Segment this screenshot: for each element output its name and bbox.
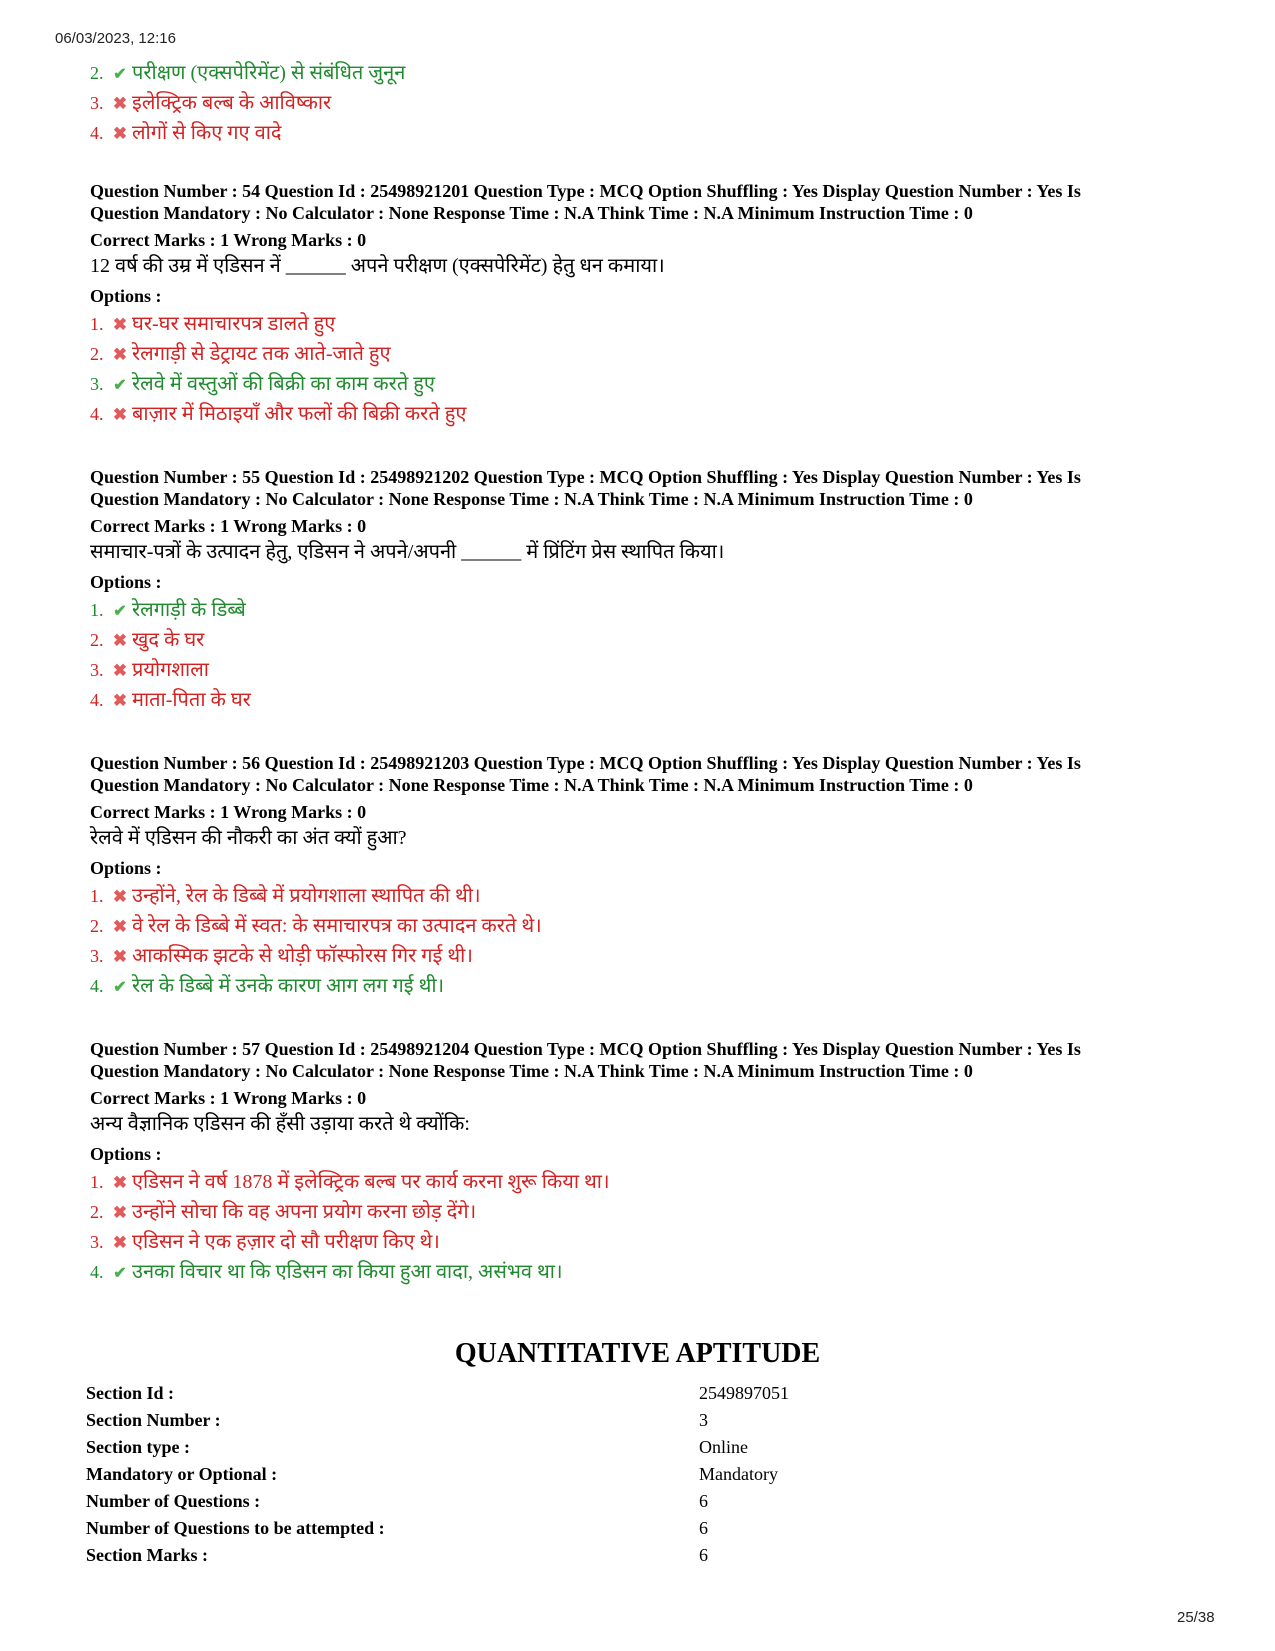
option-text: रेल के डिब्बे में उनके कारण आग लग गई थी। <box>132 975 445 997</box>
check-icon: ✔ <box>113 66 127 83</box>
cross-icon: ✖ <box>112 124 128 143</box>
option-text: एडिसन ने वर्ष 1878 में इलेक्ट्रिक बल्ब पर कार्य करना शुरू किया था। <box>132 1171 610 1193</box>
cross-icon: ✖ <box>112 1233 128 1252</box>
option-number: 3. <box>90 946 104 966</box>
question-text: अन्य वैज्ञानिक एडिसन की हँसी उड़ाया करते थे क्योंकि: <box>90 1113 470 1135</box>
question-meta <box>90 1038 1200 1082</box>
cross-icon: ✖ <box>112 315 128 334</box>
question-text: समाचार-पत्रों के उत्पादन हेतु, एडिसन ने अपने/अपनी ______ में प्रिंटिंग प्रेस स्थापित किया। <box>90 541 725 563</box>
question-meta-line: Question Number : 56 Question Id : 25498921203 Question Type : MCQ Option Shuffling : Yes Display Question Number : Yes Is <box>90 753 1081 773</box>
section-value: 3 <box>699 1410 708 1430</box>
question-meta-line: Question Mandatory : No Calculator : None Response Time : N.A Think Time : N.A Minimum Instruction Time : 0 <box>90 489 973 509</box>
option-item <box>90 401 466 428</box>
cross-icon: ✖ <box>112 405 128 424</box>
section-title: QUANTITATIVE APTITUDE <box>454 1338 821 1369</box>
option-number: 4. <box>90 976 104 996</box>
section-value: Online <box>699 1437 748 1457</box>
option-text: इलेक्ट्रिक बल्ब के आविष्कार <box>132 92 332 114</box>
section-label: Section type : <box>86 1437 190 1457</box>
option-number: 3. <box>90 660 104 680</box>
options-label: Options : <box>90 1144 162 1164</box>
question-text: रेलवे में एडिसन की नौकरी का अंत क्यों हुआ? <box>90 827 407 849</box>
option-number: 4. <box>90 404 104 424</box>
question-marks: Correct Marks : 1 Wrong Marks : 0 <box>90 230 367 250</box>
option-number: 4. <box>90 690 104 710</box>
check-icon: ✔ <box>113 377 127 394</box>
check-icon: ✔ <box>113 979 127 996</box>
options-label: Options : <box>90 858 162 878</box>
option-text: एडिसन ने एक हज़ार दो सौ परीक्षण किए थे। <box>132 1231 440 1253</box>
option-item <box>90 1169 610 1196</box>
section-value: Mandatory <box>699 1464 778 1484</box>
cross-icon: ✖ <box>112 94 128 113</box>
option-text: लोगों से किए गए वादे <box>132 122 282 144</box>
question-text: 12 वर्ष की उम्र में एडिसन नें ______ अपने परीक्षण (एक्सपेरिमेंट) हेतु धन कमाया। <box>90 255 665 277</box>
section-value: 6 <box>699 1518 708 1538</box>
option-number: 2. <box>90 344 104 364</box>
question-meta-line: Question Mandatory : No Calculator : None Response Time : N.A Think Time : N.A Minimum Instruction Time : 0 <box>90 775 973 795</box>
option-number: 4. <box>90 123 104 143</box>
option-text: उनका विचार था कि एडिसन का किया हुआ वादा, असंभव था। <box>132 1261 563 1283</box>
cross-icon: ✖ <box>112 661 128 680</box>
option-item <box>90 1199 476 1226</box>
question-meta-line: Question Number : 54 Question Id : 25498921201 Question Type : MCQ Option Shuffling : Yes Display Question Number : Yes Is <box>90 181 1081 201</box>
check-icon: ✔ <box>113 603 127 620</box>
question-marks: Correct Marks : 1 Wrong Marks : 0 <box>90 1088 367 1108</box>
option-item <box>90 687 251 714</box>
cross-icon: ✖ <box>112 947 128 966</box>
question-marks: Correct Marks : 1 Wrong Marks : 0 <box>90 516 367 536</box>
section-label: Section Id : <box>86 1383 175 1403</box>
question-marks: Correct Marks : 1 Wrong Marks : 0 <box>90 802 367 822</box>
cross-icon: ✖ <box>112 887 128 906</box>
option-item <box>90 597 246 625</box>
option-text: प्रयोगशाला <box>132 659 209 681</box>
question-meta-line: Question Number : 57 Question Id : 25498921204 Question Type : MCQ Option Shuffling : Yes Display Question Number : Yes Is <box>90 1039 1081 1059</box>
question-meta-line: Question Number : 55 Question Id : 25498921202 Question Type : MCQ Option Shuffling : Yes Display Question Number : Yes Is <box>90 467 1081 487</box>
question-meta <box>90 752 1200 796</box>
option-item <box>90 943 473 970</box>
option-text: वे रेल के डिब्बे में स्वत: के समाचारपत्र का उत्पादन करते थे। <box>132 915 542 937</box>
question-meta-line: Question Mandatory : No Calculator : None Response Time : N.A Think Time : N.A Minimum Instruction Time : 0 <box>90 1061 973 1081</box>
option-number: 1. <box>90 600 104 620</box>
option-text: रेलगाड़ी के डिब्बे <box>132 599 246 621</box>
option-text: बाज़ार में मिठाइयाँ और फलों की बिक्री करते हुए <box>132 403 467 425</box>
option-item <box>90 1229 440 1256</box>
cross-icon: ✖ <box>112 917 128 936</box>
option-item <box>90 973 444 1001</box>
cross-icon: ✖ <box>112 691 128 710</box>
question-meta-line: Question Mandatory : No Calculator : None Response Time : N.A Think Time : N.A Minimum Instruction Time : 0 <box>90 203 973 223</box>
option-number: 2. <box>90 630 104 650</box>
option-item <box>90 913 542 940</box>
option-number: 1. <box>90 886 104 906</box>
option-number: 2. <box>90 63 104 83</box>
option-item <box>90 90 331 117</box>
option-item <box>90 627 204 654</box>
cross-icon: ✖ <box>112 345 128 364</box>
option-text: परीक्षण (एक्सपेरिमेंट) से संबंधित जुनून <box>132 62 406 84</box>
option-number: 3. <box>90 374 104 394</box>
cross-icon: ✖ <box>112 1203 128 1222</box>
question-meta <box>90 180 1200 224</box>
option-text: उन्होंने सोचा कि वह अपना प्रयोग करना छोड़ देंगे। <box>132 1201 477 1223</box>
section-value: 2549897051 <box>699 1383 789 1403</box>
print-timestamp: 06/03/2023, 12:16 <box>55 30 176 47</box>
option-item <box>90 1259 563 1287</box>
section-label: Number of Questions : <box>86 1491 261 1511</box>
option-number: 4. <box>90 1262 104 1282</box>
option-item <box>90 60 405 88</box>
section-label: Section Marks : <box>86 1545 208 1565</box>
section-value: 6 <box>699 1491 708 1511</box>
check-icon: ✔ <box>113 1265 127 1282</box>
option-item <box>90 657 209 684</box>
cross-icon: ✖ <box>112 631 128 650</box>
question-meta <box>90 466 1200 510</box>
option-text: उन्होंने, रेल के डिब्बे में प्रयोगशाला स्थापित की थी। <box>132 885 481 907</box>
page-number: 25/38 <box>1177 1609 1215 1626</box>
section-label: Mandatory or Optional : <box>86 1464 278 1484</box>
section-value: 6 <box>699 1545 708 1565</box>
options-label: Options : <box>90 286 162 306</box>
option-number: 3. <box>90 93 104 113</box>
option-text: रेलवे में वस्तुओं की बिक्री का काम करते हुए <box>132 373 435 395</box>
option-text: खुद के घर <box>132 629 205 651</box>
option-number: 2. <box>90 1202 104 1222</box>
cross-icon: ✖ <box>112 1173 128 1192</box>
option-item <box>90 341 391 368</box>
option-text: आकस्मिक झटके से थोड़ी फॉस्फोरस गिर गई थी। <box>132 945 473 967</box>
section-label: Number of Questions to be attempted : <box>86 1518 385 1538</box>
option-number: 1. <box>90 314 104 334</box>
option-text: माता-पिता के घर <box>132 689 251 711</box>
option-item <box>90 883 481 910</box>
option-item <box>90 371 435 399</box>
option-text: घर-घर समाचारपत्र डालते हुए <box>132 313 336 335</box>
option-item <box>90 311 335 338</box>
option-text: रेलगाड़ी से डेट्रायट तक आते-जाते हुए <box>132 343 391 365</box>
option-item <box>90 120 282 147</box>
option-number: 3. <box>90 1232 104 1252</box>
options-label: Options : <box>90 572 162 592</box>
section-label: Section Number : <box>86 1410 221 1430</box>
option-number: 2. <box>90 916 104 936</box>
option-number: 1. <box>90 1172 104 1192</box>
